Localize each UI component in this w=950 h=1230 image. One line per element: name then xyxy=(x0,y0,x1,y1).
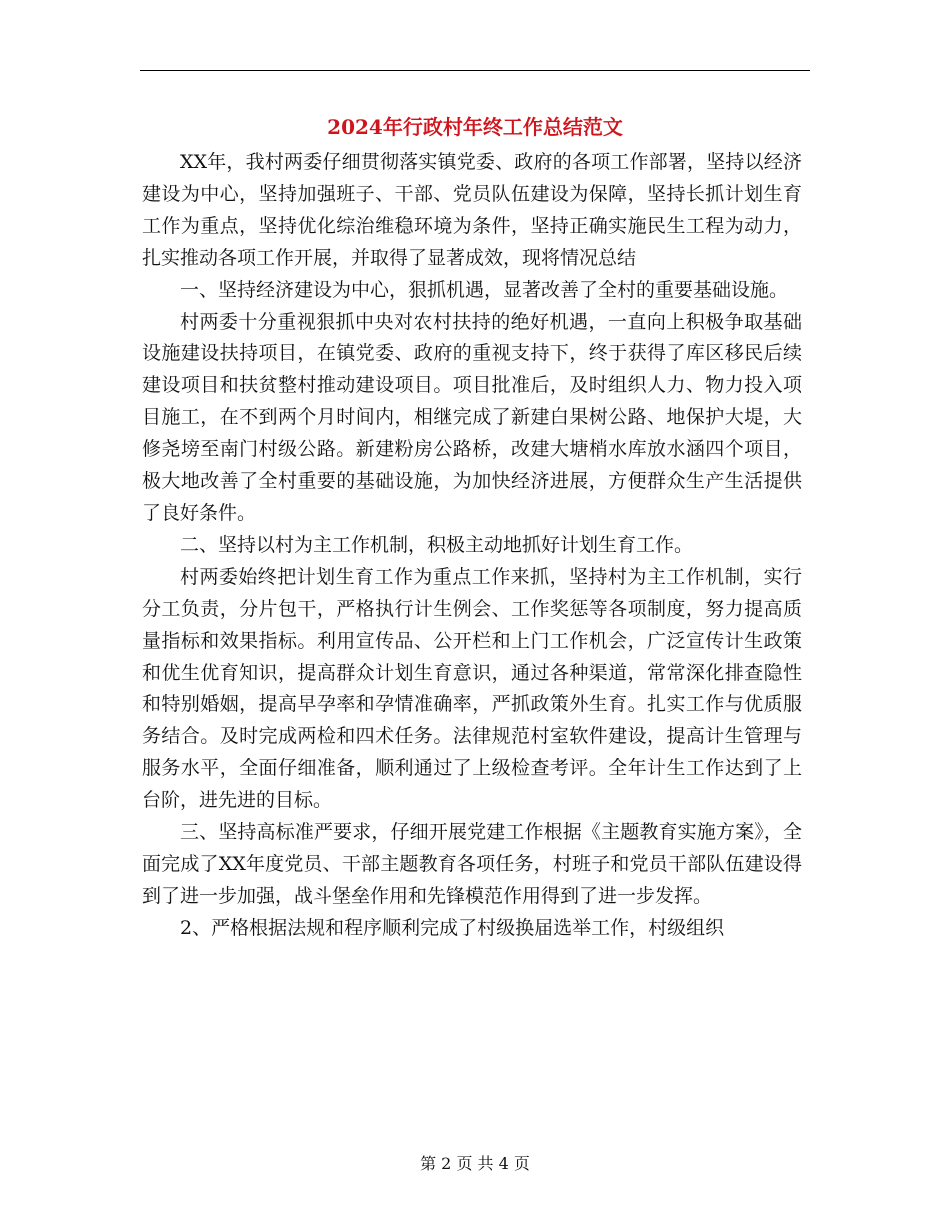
paragraph-infrastructure: 村两委十分重视狠抓中央对农村扶持的绝好机遇，一直向上积极争取基础设施建设扶持项目，在镇党委、政府的重视支持下，终于获得了库区移民后续建设项目和扶贫整村推动建设项目。项目批准后，及时组织人力、物力投入项目施工，在不到两个月时间内，相继完成了新建白果树公路、地保护大堤，大修尧塝至南门村级公路。新建粉房公路桥，改建大塘梢水库放水涵四个项目，极大地改善了全村重要的基础设施，为加快经济进展，方便群众生产生活提供了良好条件。 xyxy=(142,310,802,524)
paragraph-intro: XX年，我村两委仔细贯彻落实镇党委、政府的各项工作部署，坚持以经济建设为中心，坚持加强班子、干部、党员队伍建设为保障，坚持长抓计划生育工作为重点，坚持优化综治维稳环境为条件，坚持正确实施民生工程为动力，扎实推动各项工作开展，并取得了显著成效，现将情况总结 xyxy=(142,151,802,269)
document-body xyxy=(142,147,802,945)
section-heading-2: 二、坚持以村为主工作机制，积极主动地抓好计划生育工作。 xyxy=(180,533,694,556)
paragraph-family-planning: 村两委始终把计划生育工作为重点工作来抓，坚持村为主工作机制，实行分工负责，分片包干，严格执行计生例会、工作奖惩等各项制度，努力提高质量指标和效果指标。利用宣传品、公开栏和上门工作机会，广泛宣传计生政策和优生优育知识，提高群众计划生育意识，通过各种渠道，常常深化排查隐性和特别婚姻，提高早孕率和孕情准确率，严抓政策外生育。扎实工作与优质服务结合。及时完成两检和四术任务。法律规范村室软件建设，提高计生管理与服务水平，全面仔细准备，顺利通过了上级检查考评。全年计生工作达到了上台阶，进先进的目标。 xyxy=(142,565,802,812)
page-number: 第 2 页 共 4 页 xyxy=(420,1154,530,1173)
paragraph-party-building: 三、坚持高标准严要求，仔细开展党建工作根据《主题教育实施方案》，全面完成了XX年度党员、干部主题教育各项任务，村班子和党员干部队伍建设得到了进一步加强，战斗堡垒作用和先锋模范作用得到了进一步发挥。 xyxy=(142,821,802,907)
paragraph-election: 2、严格根据法规和程序顺利完成了村级换届选举工作，村级组织 xyxy=(180,916,725,939)
section-heading-1: 一、坚持经济建设为中心，狠抓机遇，显著改善了全村的重要基础设施。 xyxy=(180,278,789,301)
page-footer xyxy=(0,1152,950,1176)
document-title: 2024年行政村年终工作总结范文 xyxy=(327,115,623,139)
header-rule xyxy=(140,70,810,71)
